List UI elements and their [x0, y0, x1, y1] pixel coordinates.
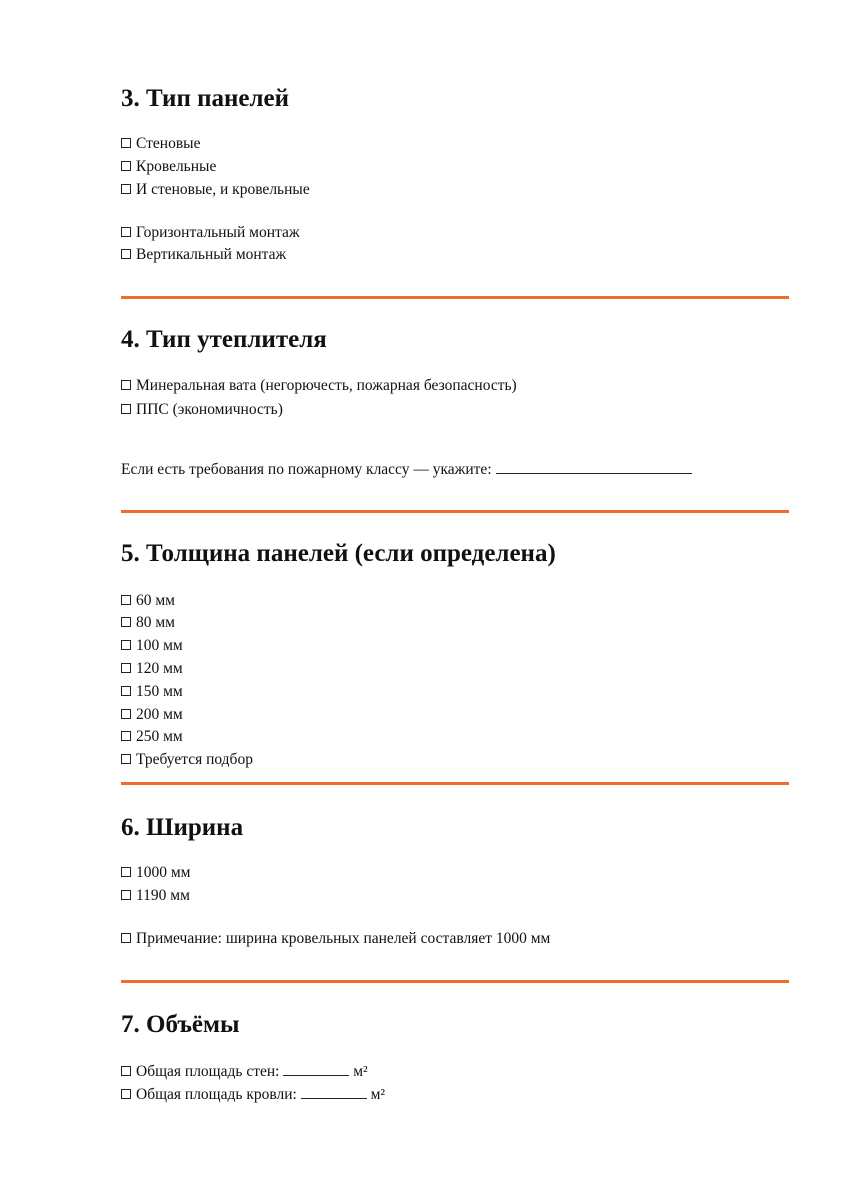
checkbox-option[interactable] [121, 659, 183, 679]
checkbox-option[interactable] [121, 863, 191, 883]
walls-area-blank[interactable] [283, 1061, 349, 1076]
walls-area-label: Общая площадь стен: [136, 1063, 280, 1080]
checkbox-icon[interactable] [121, 404, 131, 414]
checkbox-icon[interactable] [121, 709, 131, 719]
checkbox-icon[interactable] [121, 867, 131, 877]
checkbox-option[interactable] [121, 750, 253, 770]
checkbox-option[interactable] [121, 886, 190, 906]
checkbox-icon[interactable] [121, 595, 131, 605]
checkbox-option[interactable] [121, 727, 183, 747]
checkbox-icon[interactable] [121, 731, 131, 741]
option-label: Минеральная вата (негорючесть, пожарная безопасность) [136, 377, 517, 394]
option-label: 250 мм [136, 728, 183, 745]
checkbox-icon[interactable] [121, 617, 131, 627]
checkbox-option[interactable] [121, 223, 300, 243]
fire-class-field [121, 459, 692, 480]
section-divider [121, 510, 789, 513]
roof-area-label: Общая площадь кровли: [136, 1086, 297, 1103]
checkbox-option[interactable] [121, 636, 183, 656]
checkbox-icon[interactable] [121, 1089, 131, 1099]
option-label: 200 мм [136, 706, 183, 723]
checkbox-icon[interactable] [121, 249, 131, 259]
option-label: Вертикальный монтаж [136, 246, 287, 263]
checkbox-option[interactable] [121, 376, 517, 396]
checkbox-icon[interactable] [121, 640, 131, 650]
checkbox-option[interactable] [121, 400, 283, 420]
checkbox-option[interactable] [121, 613, 175, 633]
width-note: Примечание: ширина кровельных панелей составляет 1000 мм [136, 930, 551, 947]
checkbox-icon[interactable] [121, 754, 131, 764]
section-divider [121, 782, 789, 785]
checkbox-option[interactable] [121, 245, 286, 265]
option-label: И стеновые, и кровельные [136, 181, 310, 198]
option-label: Горизонтальный монтаж [136, 224, 300, 241]
checkbox-option[interactable] [121, 705, 183, 725]
section-3-title: 3. Тип панелей [121, 85, 290, 112]
option-label: Кровельные [136, 158, 217, 175]
option-label: Требуется подбор [136, 751, 253, 768]
option-label: 1000 мм [136, 864, 191, 881]
section-5-title: 5. Толщина панелей (если определена) [121, 540, 556, 567]
fire-class-blank[interactable] [496, 459, 692, 474]
option-label: ППС (экономичность) [136, 401, 283, 418]
checkbox-option[interactable] [121, 157, 216, 177]
checkbox-icon[interactable] [121, 161, 131, 171]
option-label: 60 мм [136, 592, 175, 609]
section-6-title: 6. Ширина [121, 814, 244, 841]
checkbox-icon[interactable] [121, 1066, 131, 1076]
checkbox-option[interactable] [121, 134, 200, 154]
option-label: 150 мм [136, 683, 183, 700]
checkbox-icon[interactable] [121, 890, 131, 900]
option-label: 100 мм [136, 637, 183, 654]
option-label: 80 мм [136, 614, 175, 631]
section-divider [121, 980, 789, 983]
section-4-title: 4. Тип утеплителя [121, 326, 327, 353]
option-label: Стеновые [136, 135, 201, 152]
checkbox-option[interactable] [121, 682, 183, 702]
fire-class-label: Если есть требования по пожарному классу — укажите: [121, 461, 492, 478]
roof-area-field[interactable] [121, 1084, 385, 1105]
checkbox-icon[interactable] [121, 686, 131, 696]
roof-area-blank[interactable] [301, 1084, 367, 1099]
checkbox-icon[interactable] [121, 184, 131, 194]
checkbox-icon[interactable] [121, 933, 131, 943]
checkbox-option[interactable] [121, 180, 310, 200]
unit-label: м² [370, 1086, 386, 1103]
checkbox-icon[interactable] [121, 380, 131, 390]
walls-area-field[interactable] [121, 1061, 368, 1082]
option-label: 1190 мм [136, 887, 190, 904]
checkbox-icon[interactable] [121, 227, 131, 237]
checkbox-option[interactable] [121, 929, 550, 949]
checkbox-icon[interactable] [121, 138, 131, 148]
section-divider [121, 296, 789, 299]
checkbox-icon[interactable] [121, 663, 131, 673]
option-label: 120 мм [136, 660, 183, 677]
checkbox-option[interactable] [121, 591, 175, 611]
unit-label: м² [353, 1063, 368, 1080]
section-7-title: 7. Объёмы [121, 1011, 240, 1038]
